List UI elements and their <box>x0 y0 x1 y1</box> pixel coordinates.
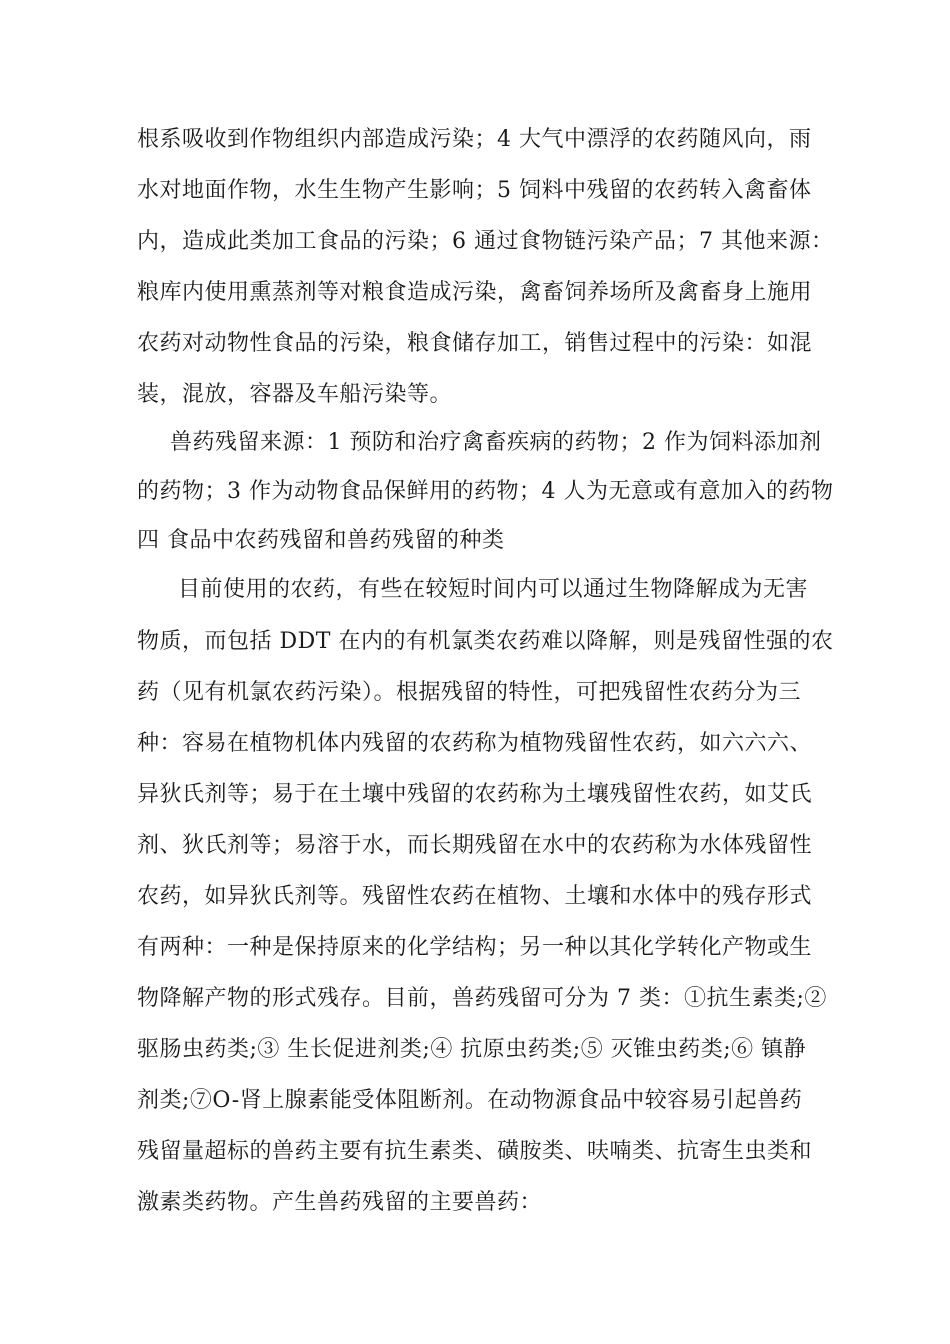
paragraph-line: 残留量超标的兽药主要有抗生素类、磺胺类、呋喃类、抗寄生虫类和 <box>137 1139 813 1164</box>
paragraph-line: 农药对动物性食品的污染，粮食储存加工，销售过程中的污染：如混 <box>137 331 813 356</box>
paragraph-line: 激素类药物。产生兽药残留的主要兽药： <box>137 1190 543 1215</box>
paragraph-line: 兽药残留来源：1 预防和治疗禽畜疾病的药物；2 作为饲料添加剂 <box>170 430 822 455</box>
paragraph-line: 物质，而包括 DDT 在内的有机氯类农药难以降解，则是残留性强的农 <box>137 629 834 654</box>
paragraph-line: 的药物；3 作为动物食品保鲜用的药物；4 人为无意或有意加入的药物 <box>137 479 834 504</box>
paragraph-line: 粮库内使用熏蒸剂等对粮食造成污染，禽畜饲养场所及禽畜身上施用 <box>137 280 813 305</box>
paragraph-line: 驱肠虫药类;③ 生长促进剂类;④ 抗原虫药类;⑤ 灭锥虫药类;⑥ 镇静 <box>137 1037 807 1062</box>
paragraph-line: 目前使用的农药，有些在较短时间内可以通过生物降解成为无害 <box>178 577 809 602</box>
paragraph-line: 内，造成此类加工食品的污染；6 通过食物链污染产品；7 其他来源： <box>137 229 834 254</box>
paragraph-line: 剂类;⑦O-肾上腺素能受体阻断剂。在动物源食品中较容易引起兽药 <box>137 1088 803 1113</box>
section-heading: 四 食品中农药残留和兽药残留的种类 <box>137 528 505 553</box>
paragraph-line: 剂、狄氏剂等；易溶于水，而长期残留在水中的农药称为水体残留性 <box>137 833 813 858</box>
paragraph-line: 根系吸收到作物组织内部造成污染；4 大气中漂浮的农药随风向，雨 <box>137 127 812 152</box>
paragraph-line: 异狄氏剂等；易于在土壤中残留的农药称为土壤残留性农药，如艾氏 <box>137 782 813 807</box>
paragraph-line: 水对地面作物，水生生物产生影响；5 饲料中残留的农药转入禽畜体 <box>137 178 812 203</box>
paragraph-line: 农药，如异狄氏剂等。残留性农药在植物、土壤和水体中的残存形式 <box>137 884 813 909</box>
paragraph-line: 物降解产物的形式残存。目前，兽药残留可分为 7 类：①抗生素类;② <box>137 986 827 1011</box>
paragraph-line: 种：容易在植物机体内残留的农药称为植物残留性农药，如六六六、 <box>137 731 813 756</box>
paragraph-line: 有两种：一种是保持原来的化学结构；另一种以其化学转化产物或生 <box>137 935 813 960</box>
paragraph-line: 装，混放，容器及车船污染等。 <box>137 382 453 407</box>
paragraph-line: 药（见有机氯农药污染）。根据残留的特性，可把残留性农药分为三 <box>137 680 802 705</box>
